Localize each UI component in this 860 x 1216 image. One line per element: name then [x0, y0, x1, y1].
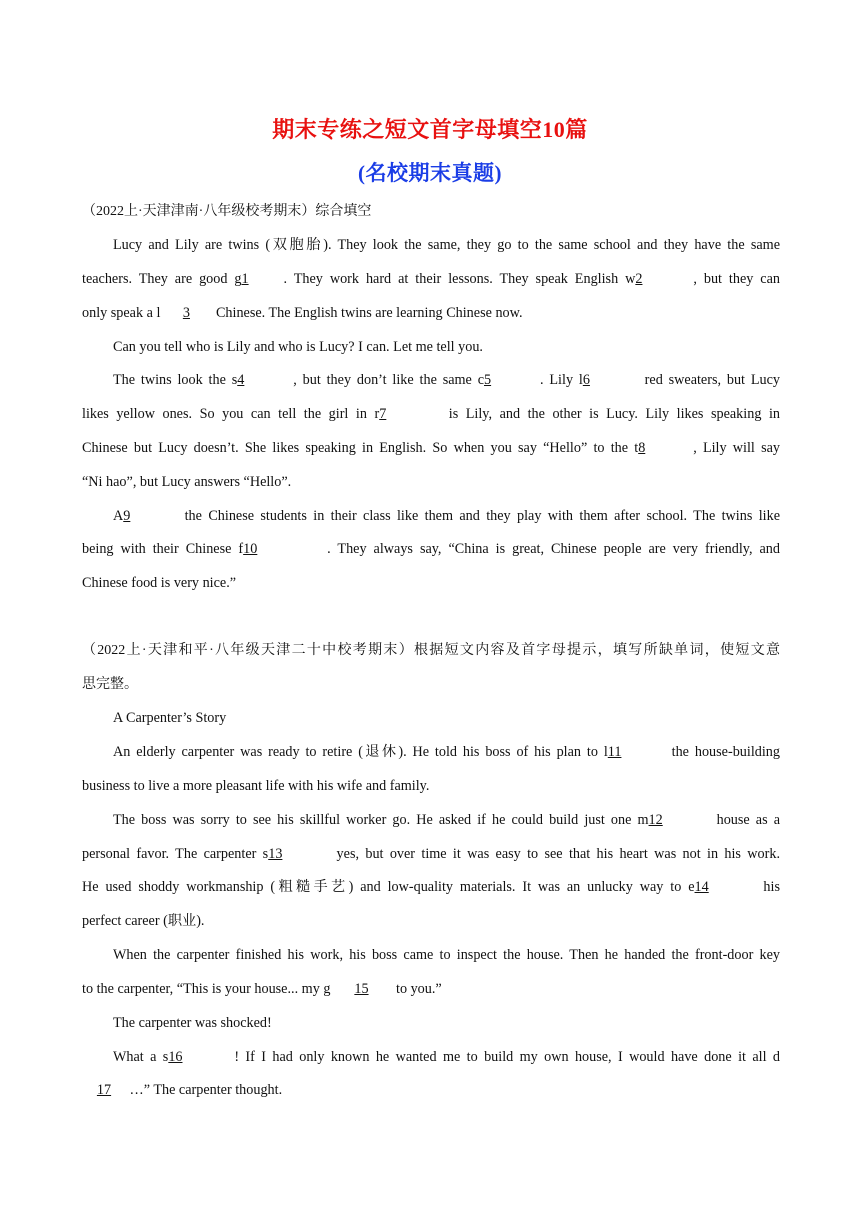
text-line	[82, 979, 780, 999]
text-line	[82, 844, 780, 864]
text-fragment: “Ni hao”, but Lucy answers “Hello”.	[82, 474, 292, 490]
passage2-source-line1: （2022上·天津和平·八年级天津二十中校考期末）根据短文内容及首字母提示，填写所缺单词，使短文意	[82, 643, 780, 658]
passage1-source: （2022上·天津津南·八年级校考期末）综合填空	[82, 204, 372, 219]
text-line	[82, 472, 780, 492]
text-fragment: yes, but over time it was easy to see that his heart was not in his work.	[330, 846, 780, 862]
text-fragment: house as a	[710, 812, 781, 828]
text-fragment: He used shoddy workmanship (粗糙手艺) and low-quality materials. It was an unlucky way to e	[82, 879, 695, 895]
text-fragment: Chinese but Lucy doesn’t. She likes speaking in English. So when you say “Hello” to the t	[82, 440, 639, 456]
document-title: 期末专练之短文首字母填空10篇	[272, 117, 588, 142]
text-line	[82, 945, 780, 965]
text-fragment: An elderly carpenter was ready to retire (退休). He told his boss of his plan to l	[113, 744, 608, 760]
passage2-source-line2: 思完整。	[82, 677, 138, 692]
text-line	[82, 742, 780, 762]
text-line	[82, 337, 780, 357]
answer-blank-12[interactable]: 12	[648, 812, 663, 828]
answer-blank-14[interactable]: 14	[694, 879, 709, 895]
text-fragment: to you.”	[392, 981, 442, 997]
answer-blank-4[interactable]: 4	[237, 372, 245, 388]
text-fragment: The carpenter was shocked!	[113, 1015, 272, 1031]
text-line	[82, 573, 780, 593]
text-fragment: to the carpenter, “This is your house... my g	[82, 981, 331, 997]
text-fragment: business to live a more pleasant life with his wife and family.	[82, 778, 430, 794]
text-line	[82, 708, 780, 728]
text-line	[82, 404, 780, 424]
text-fragment: is Lily, and the other is Lucy. Lily likes speaking in	[441, 406, 780, 422]
text-fragment: . They work hard at their lessons. They speak English w	[283, 271, 636, 287]
text-line	[82, 506, 780, 526]
text-fragment: personal favor. The carpenter s	[82, 846, 269, 862]
text-fragment: A Carpenter’s Story	[113, 710, 227, 726]
text-fragment: , but they can	[693, 271, 780, 287]
text-line	[82, 438, 780, 458]
text-line	[82, 539, 780, 559]
answer-blank-3[interactable]: 3	[182, 305, 190, 321]
text-line	[82, 911, 780, 931]
text-fragment: Chinese. The English twins are learning Chinese now.	[212, 305, 523, 321]
document-subtitle: (名校期末真题)	[358, 161, 502, 185]
text-fragment: his	[756, 879, 780, 895]
answer-blank-13[interactable]: 13	[268, 846, 283, 862]
answer-blank-9[interactable]: 9	[123, 508, 131, 524]
answer-blank-17[interactable]: 17	[96, 1082, 112, 1098]
text-line	[82, 235, 780, 255]
answer-blank-5[interactable]: 5	[484, 372, 492, 388]
text-line	[82, 776, 780, 796]
text-fragment: ! If I had only known he wanted me to build my own house, I would have done it all d	[234, 1049, 780, 1065]
text-fragment: When the carpenter finished his work, his boss came to inspect the house. Then he handed the front-door key	[113, 947, 780, 963]
text-line	[82, 1080, 780, 1100]
text-line	[82, 810, 780, 830]
answer-blank-7[interactable]: 7	[379, 406, 387, 422]
answer-blank-1[interactable]: 1	[241, 271, 249, 287]
text-fragment: The twins look the s	[113, 372, 238, 388]
text-line	[82, 877, 780, 897]
answer-blank-15[interactable]: 15	[354, 981, 369, 997]
text-fragment: The boss was sorry to see his skillful worker go. He asked if he could build just one m	[113, 812, 649, 828]
answer-blank-6[interactable]: 6	[582, 372, 590, 388]
answer-blank-10[interactable]: 10	[243, 541, 258, 557]
text-fragment: Lucy and Lily are twins (双胞胎). They look the same, they go to the same school and they have the same	[113, 237, 780, 253]
text-fragment: . They always say, “China is great, Chinese people are very friendly, and	[327, 541, 780, 557]
text-fragment: likes yellow ones. So you can tell the girl in r	[82, 406, 380, 422]
text-fragment: Can you tell who is Lily and who is Lucy? I can. Let me tell you.	[113, 339, 483, 355]
text-fragment: being with their Chinese f	[82, 541, 244, 557]
text-fragment: What a s	[113, 1049, 169, 1065]
text-fragment: …” The carpenter thought.	[126, 1082, 283, 1098]
text-fragment: red sweaters, but Lucy	[638, 372, 780, 388]
text-fragment: teachers. They are good g	[82, 271, 242, 287]
text-fragment: the Chinese students in their class like them and they play with them after school. The twins like	[178, 508, 780, 524]
text-fragment: A	[113, 508, 124, 524]
answer-blank-11[interactable]: 11	[607, 744, 622, 760]
text-line	[82, 1013, 780, 1033]
text-fragment: only speak a l	[82, 305, 161, 321]
text-line	[82, 370, 780, 390]
text-fragment: Chinese food is very nice.”	[82, 575, 237, 591]
text-fragment: , Lily will say	[693, 440, 780, 456]
text-fragment: the house-building	[665, 744, 780, 760]
text-fragment: . Lily l	[540, 372, 583, 388]
text-line	[82, 1047, 780, 1067]
text-fragment: perfect career (职业).	[82, 913, 205, 929]
text-fragment: , but they don’t like the same c	[293, 372, 484, 388]
text-line	[82, 269, 780, 289]
answer-blank-2[interactable]: 2	[635, 271, 643, 287]
answer-blank-8[interactable]: 8	[638, 440, 646, 456]
text-line	[82, 303, 780, 323]
answer-blank-16[interactable]: 16	[168, 1049, 183, 1065]
